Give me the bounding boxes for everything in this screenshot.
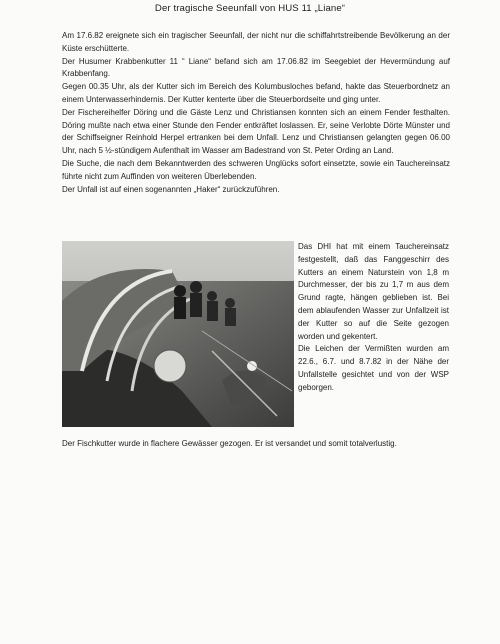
paragraph: Der Husumer Krabbenkutter 11 “ Liane“ befand sich am 17.06.82 im Seegebiet der Hevermündung auf Krabbenfang.	[62, 56, 450, 79]
paragraph: Das DHI hat mit einem Tauchereinsatz festgestellt, daß das Fanggeschirr des Kutters an einem Naturstein von 1,8 m Durchmesser, der bis zu 1,7 m aus dem Grund ragte, hängen geblieben ist. Bei dem ablaufenden Wasser zur Unfallzeit ist der Kutter so auf die Seite gezogen worden und gekentert.	[298, 242, 449, 341]
paragraph: Gegen 00.35 Uhr, als der Kutter sich im Bereich des Kolumbusloches befand, hakte das Steuerbordnetz an einem Unterwasserhindernis. Der Kutter kenterte über die Steuerbordseite und ging unter.	[62, 82, 450, 104]
photo-illustration	[62, 241, 294, 427]
paragraph: Die Suche, die nach dem Bekanntwerden des schweren Unglücks sofort einsetzte, sowie ein Tauchereinsatz führte nicht zum Auffinden von weiteren Überlebenden.	[62, 158, 450, 181]
closing-paragraph: Der Fischkutter wurde in flachere Gewässer gezogen. Er ist versandet und somit totalverlustig.	[62, 439, 397, 448]
main-text	[62, 30, 450, 196]
side-text	[298, 241, 449, 395]
paragraph: Der Fischereihelfer Döring und die Gäste Lenz und Christiansen konnten sich an einem Fender festhalten. Döring mußte nach etwa einer Stunde den Fender entkräftet loslassen. Er, seine Verlobte Dörte Münster und der Schiffseigner Reinhold Herpel ertranken bei dem Unfall. Lenz und Christiansen gelangten gegen 06.00 Uhr, nach 5 ½-stündigem Aufenthalt im Wasser am Badestrand von St. Peter Ording an Land.	[62, 107, 450, 156]
paragraph: Der Unfall ist auf einen sogenannten „Haker“ zurückzuführen.	[62, 184, 280, 194]
paragraph: Am 17.6.82 ereignete sich ein tragischer Seeunfall, der nicht nur die schiffahrtstreibende Bevölkerung an der Küste erschütterte.	[62, 31, 450, 53]
paragraph: Die Leichen der Vermißten wurden am 22.6., 6.7. und 8.7.82 in der Nähe der Unfallstelle gesichtet und von der WSP geborgen.	[298, 344, 449, 392]
document-title: Der tragische Seeunfall von HUS 11 „Liane“	[154, 3, 346, 14]
rescue-photo	[62, 241, 294, 427]
